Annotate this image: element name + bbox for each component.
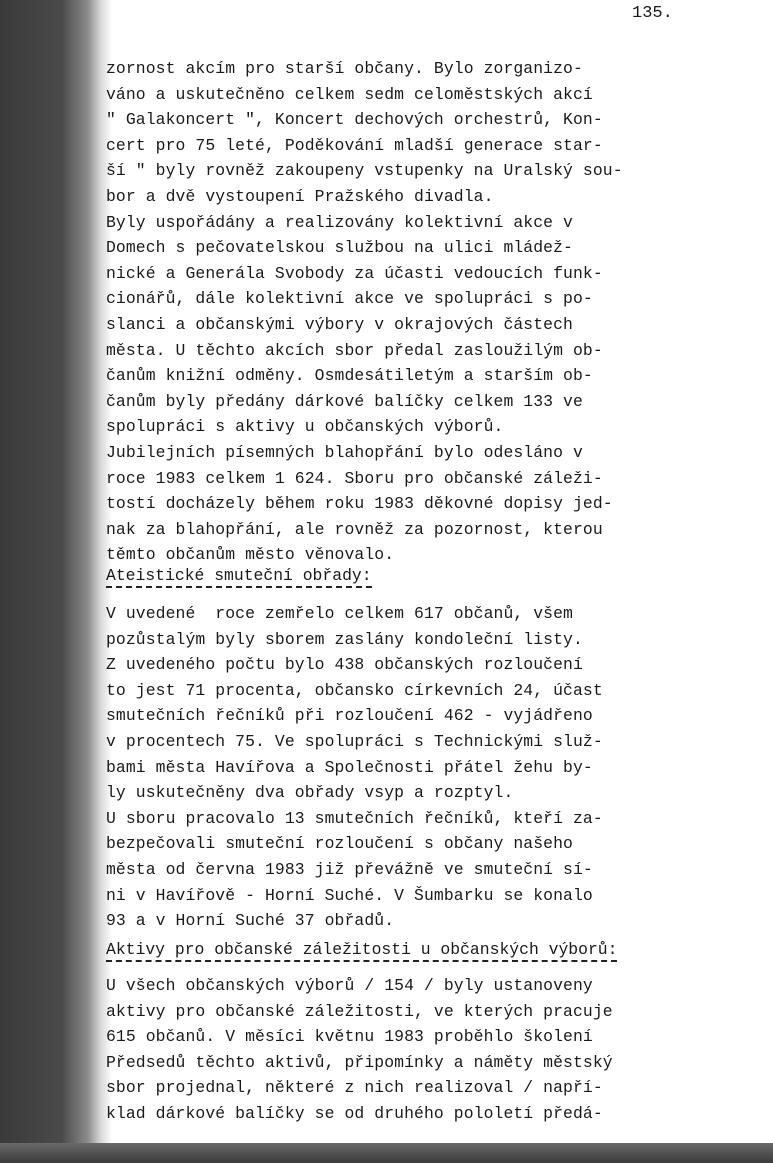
text-line: tostí docházely během roku 1983 děkovné dopisy jed- [106,494,613,514]
text-line: klad dárkové balíčky se od druhého pololetí předá- [106,1103,603,1123]
text-line: Předsedů těchto aktivů, připomínky a náměty městský [106,1052,613,1072]
paragraph-block-2 [106,601,603,934]
text-line: těmto občanům město věnovalo. [106,545,395,565]
text-line: smutečních řečníků při rozloučení 462 - vyjádřeno [106,706,593,726]
text-line: cert pro 75 leté, Poděkování mladší generace star- [106,135,603,155]
text-line: bami města Havířova a Společnosti přátel žehu by- [106,757,593,777]
text-line: čanům knižní odměny. Osmdesátiletým a starším ob- [106,366,593,386]
text-line: Domech s pečovatelskou službou na ulici mládež- [106,238,573,258]
text-line: ší " byly rovněž zakoupeny vstupenky na Uralský sou- [106,161,623,181]
text-line: bor a dvě vystoupení Pražského divadla. [106,186,494,206]
section-heading-funerals: Ateistické smuteční obřady: [106,566,372,588]
text-line: 93 a v Horní Suché 37 obřadů. [106,911,395,931]
text-line: spolupráci s aktivy u občanských výborů. [106,417,504,437]
text-line: Z uvedeného počtu bylo 438 občanských rozloučení [106,655,583,675]
text-line: ly uskutečněny dva obřady vsyp a rozptyl. [106,783,514,803]
text-line: Jubilejních písemných blahopřání bylo odesláno v [106,442,583,462]
paragraph-block-1 [106,56,623,568]
text-line: v procentech 75. Ve spolupráci s Technickými služ- [106,731,603,751]
paragraph-block-3 [106,973,613,1127]
text-line: 615 občanů. V měsíci květnu 1983 proběhlo školení [106,1027,593,1047]
page-number: 135. [632,4,673,23]
text-line: čanům byly předány dárkové balíčky celkem 133 ve [106,391,583,411]
text-line: U sboru pracovalo 13 smutečních řečníků, kteří za- [106,808,603,828]
text-line: zornost akcím pro starší občany. Bylo zorganizo- [106,59,583,78]
text-line: ni v Havířově - Horní Suché. V Šumbarku se konalo [106,885,593,905]
text-line: bezpečovali smuteční rozloučení s občany našeho [106,834,573,854]
text-line: " Galakoncert ", Koncert dechových orchestrů, Kon- [106,110,603,130]
text-line: roce 1983 celkem 1 624. Sboru pro občanské záleži- [106,468,603,488]
text-line: Byly uspořádány a realizovány kolektivní akce v [106,212,573,232]
scan-left-edge-shadow [0,0,112,1163]
text-line: slanci a občanskými výbory v okrajových částech [106,314,573,334]
text-line: nak za blahopřání, ale rovněž za pozornost, kterou [106,519,603,539]
text-line: aktivy pro občanské záležitosti, ve kterých pracuje [106,1001,613,1021]
text-line: cionářů, dále kolektivní akce ve spolupráci s po- [106,289,593,309]
text-line: to jest 71 procenta, občansko církevních 24, účast [106,680,603,700]
text-line: sbor projednal, některé z nich realizoval / napří- [106,1078,603,1098]
text-line: pozůstalým byly sborem zaslány kondoleční listy. [106,629,583,649]
text-line: města od června 1983 již převážně ve smuteční sí- [106,859,593,879]
text-line: nické a Generála Svobody za účasti vedoucích funk- [106,263,603,283]
section-heading-activities: Aktivy pro občanské záležitosti u občanských výborů: [106,940,617,962]
text-line: U všech občanských výborů / 154 / byly ustanoveny [106,976,593,995]
scan-bottom-edge-shadow [0,1143,773,1163]
text-line: města. U těchto akcích sbor předal zasloužilým ob- [106,340,603,360]
text-line: V uvedené roce zemřelo celkem 617 občanů, všem [106,604,573,623]
text-line: váno a uskutečněno celkem sedm celoměstských akcí [106,84,593,104]
